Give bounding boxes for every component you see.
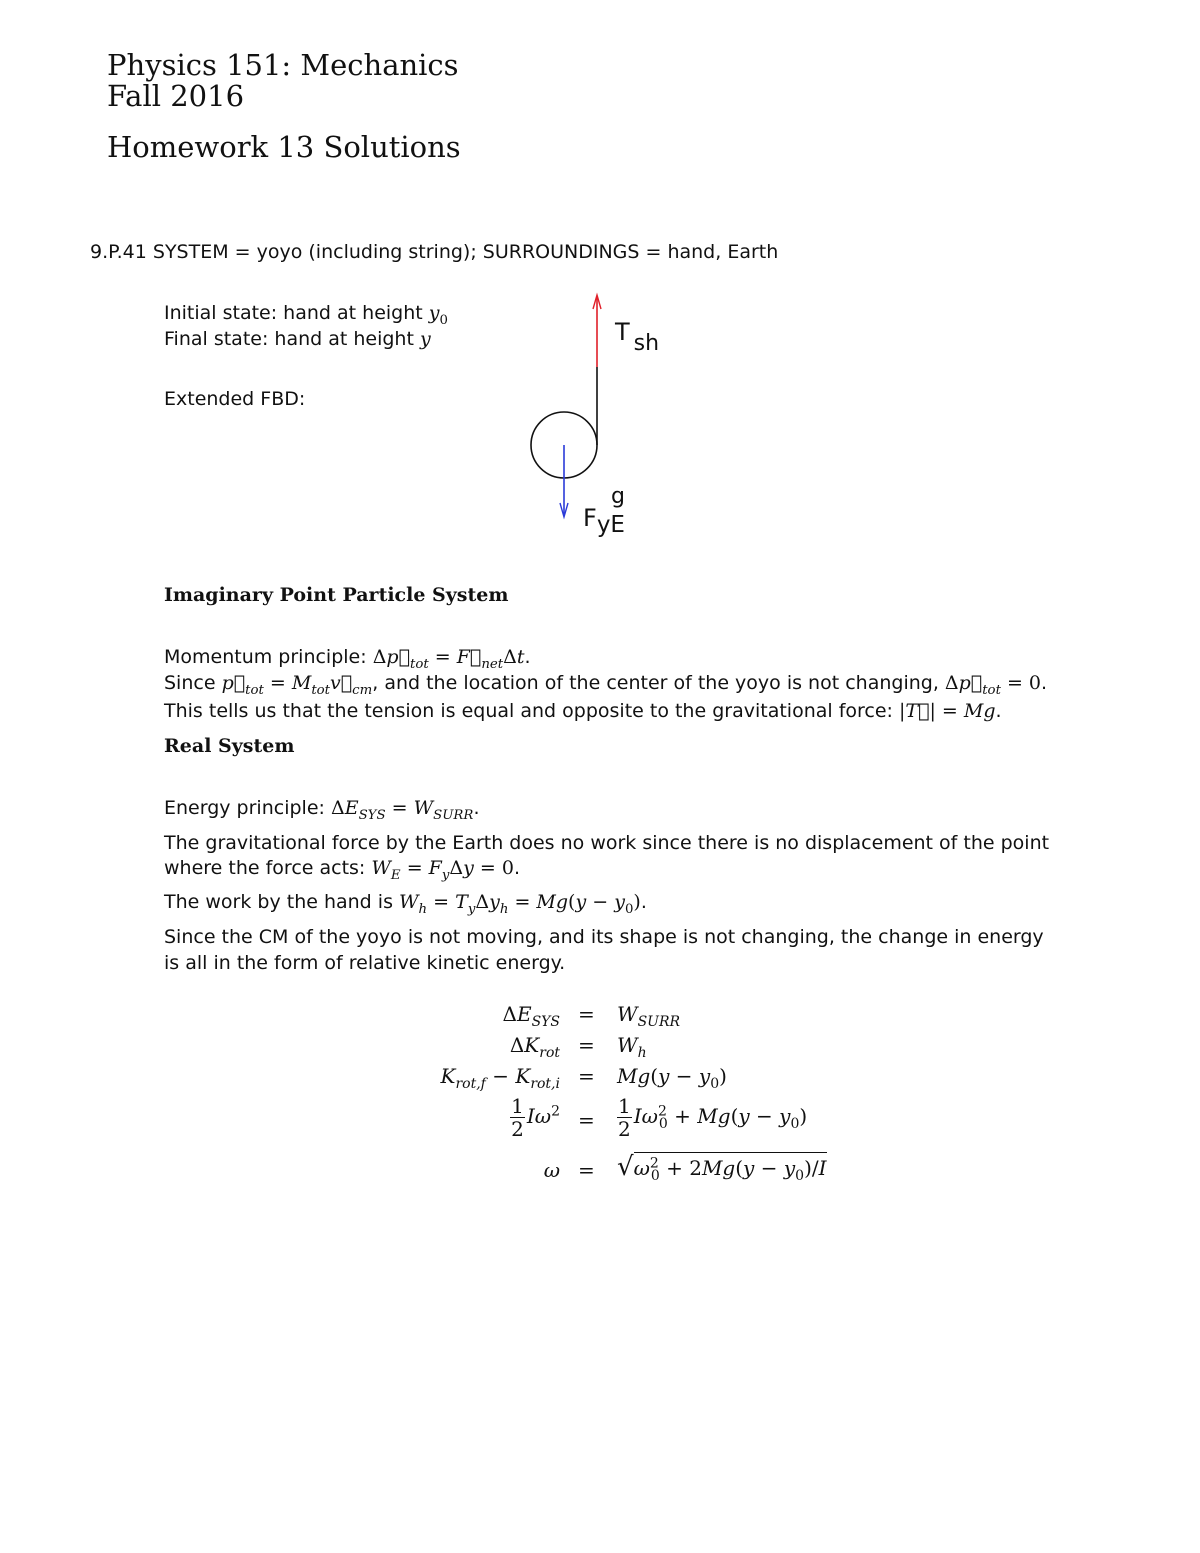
momentum-since-line: Since $p⃗_{tot}$ = $M_{tot}v⃗_{cm}$, and the location of the center of the yoyo is not changing, $\Delta p⃗_{tot} = 0$.	[164, 672, 1048, 698]
energy-form-line1: Since the CM of the yoyo is not moving, and its shape is not changing, the change in energy	[164, 926, 1044, 948]
problem-statement-line	[90, 240, 778, 265]
fraction-half: $\frac{1}{2}$	[618, 1094, 631, 1141]
fraction-half: $\frac{1}{2}$	[511, 1094, 524, 1141]
energy-principle: Energy principle: $\Delta E_{SYS} = W_{SURR}$.	[164, 797, 480, 823]
eq-row1-right: $W_{SURR}$	[617, 1002, 681, 1030]
problem-statement: SYSTEM = yoyo (including string); SURROUNDINGS = hand, Earth	[152, 241, 779, 263]
extended-fbd-label: Extended FBD:	[164, 388, 306, 410]
momentum-principle: Momentum principle: $\Delta p⃗_{tot}$ = $F⃗_{net}\Delta t$.	[164, 646, 531, 672]
gravity-label: FyE g	[583, 484, 625, 538]
eq-row2-right: $W_h$	[617, 1033, 647, 1061]
document-title: Homework 13 Solutions	[107, 130, 461, 164]
imaginary-system-heading: Imaginary Point Particle System	[164, 584, 509, 606]
term: Fall 2016	[107, 79, 245, 113]
final-state: Final state: hand at height y	[164, 328, 431, 350]
eq-row5-right: $√\omega^2_0 + 2Mg(y - y_0)/I$	[617, 1152, 827, 1184]
initial-state: Initial state: hand at height $y_0$	[164, 302, 448, 328]
eq-row4-equals: =	[578, 1108, 595, 1132]
real-system-heading: Real System	[164, 735, 295, 757]
eq-row2-equals: =	[578, 1033, 595, 1057]
eq-row1-left: $\Delta E_{SYS}$	[502, 1002, 560, 1030]
eq-row4-right: $\frac{1}{2}$ $I\omega^2_0 + Mg(y - y_0)$	[618, 1094, 808, 1141]
hand-work-line: The work by the hand is $W_h = T_y\Delta y_h = Mg(y - y_0)$.	[164, 891, 647, 917]
gravity-work-line1: The gravitational force by the Earth does no work since there is no displacement of the point	[164, 832, 1050, 854]
eq-row5-left: ω	[543, 1158, 560, 1182]
eq-row3-left: $K_{rot,f} - K_{rot,i}$	[440, 1064, 560, 1092]
eq-row4-left: $\frac{1}{2}$ $I\omega^2$	[511, 1094, 560, 1141]
energy-form-line2: is all in the form of relative kinetic energy.	[164, 952, 566, 974]
eq-row3-right: $Mg(y - y_0)$	[617, 1064, 727, 1092]
eq-row2-left: $\Delta K_{rot}$	[509, 1033, 560, 1061]
gravity-work-line2: where the force acts: $W_E = F_y\Delta y = 0$.	[164, 857, 520, 883]
eq-row3-equals: =	[578, 1064, 595, 1088]
eq-row1-equals: =	[578, 1002, 595, 1026]
eq-row5-equals: =	[578, 1158, 595, 1182]
tension-label: T sh	[615, 318, 660, 356]
course-title: Physics 151: Mechanics	[107, 48, 459, 82]
problem-number: 9.P.41	[90, 241, 147, 263]
tension-conclusion: This tells us that the tension is equal and opposite to the gravitational force: |T⃗| = Mg.	[164, 700, 1002, 722]
